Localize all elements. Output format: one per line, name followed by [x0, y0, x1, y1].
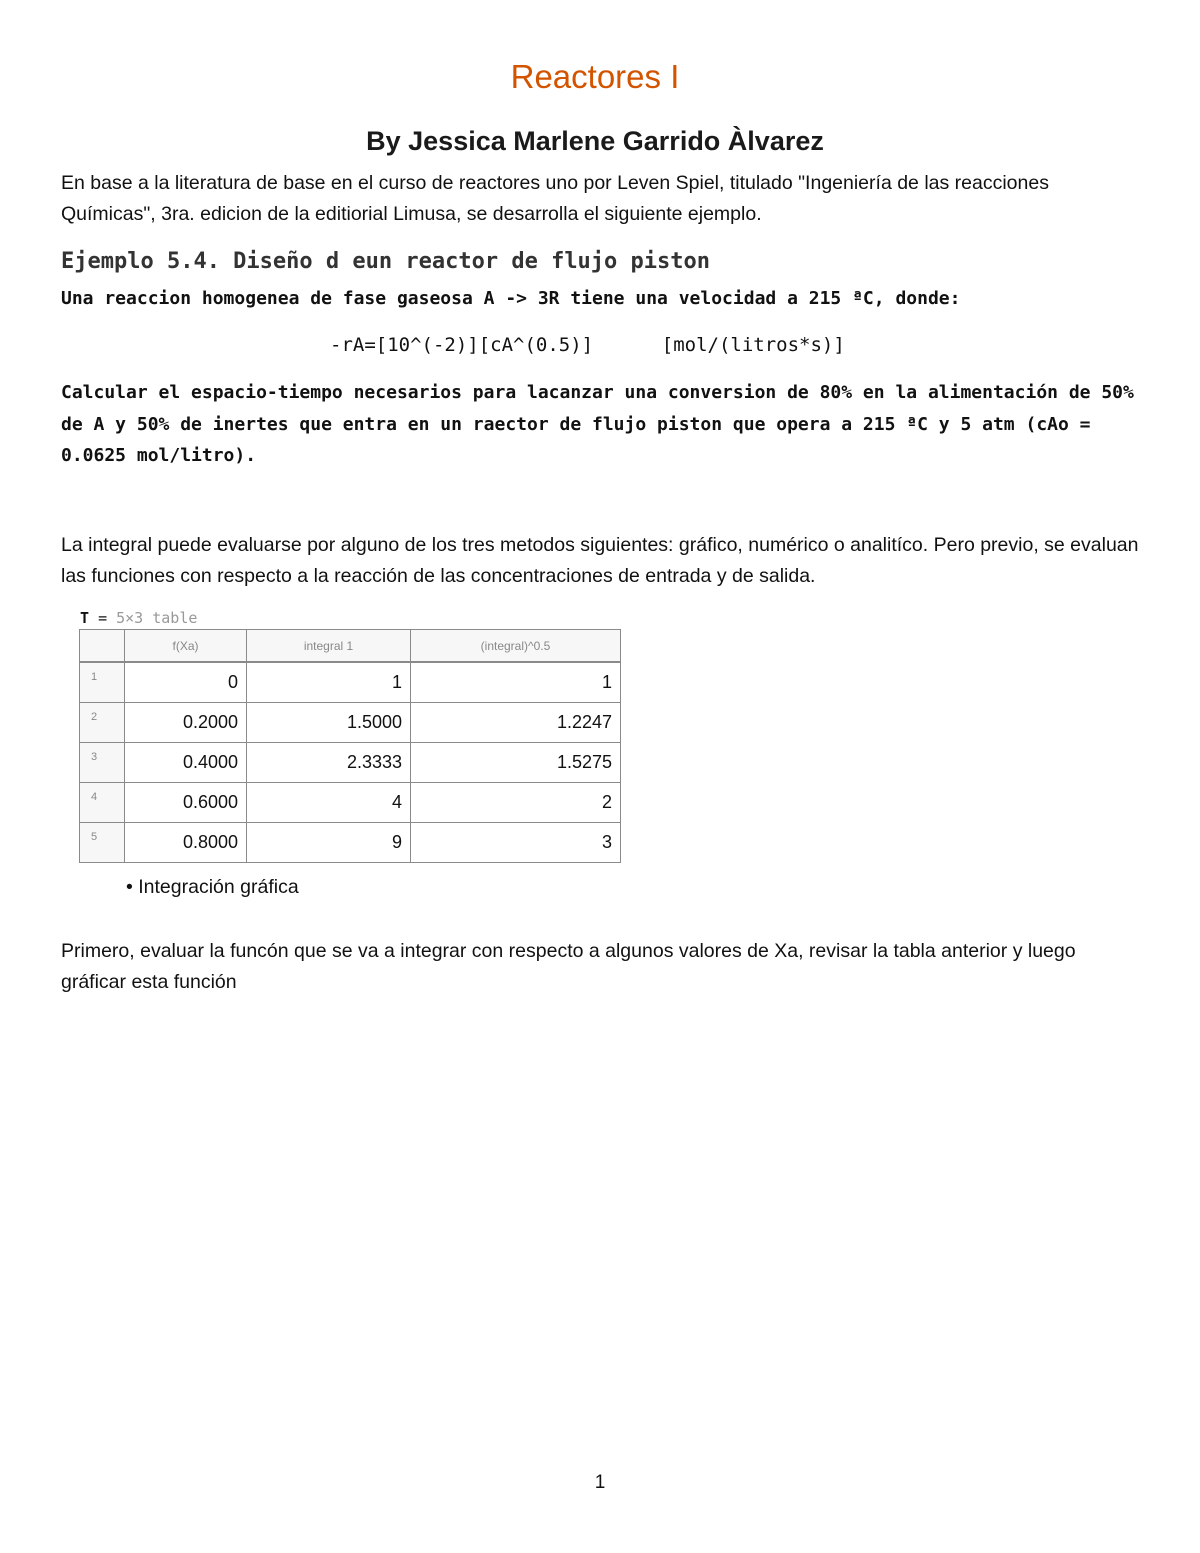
table-cell: 0.2000: [125, 703, 247, 743]
table-cell: 1: [247, 662, 411, 703]
results-table: [79, 629, 621, 863]
author-line: By Jessica Marlene Garrido Àlvarez: [366, 126, 824, 156]
integral-paragraph: La integral puede evaluarse por alguno de los tres metodos siguientes: gráfico, numérico o analitíco. Pero previo, se evaluan las funciones con respecto a la reacción de las concentraciones de entrada y de salida.: [61, 534, 1139, 587]
calc-statement: Calcular el espacio-tiempo necesarios para lacanzar una conversion de 80% en la alimentación de 50% de A y 50% de inertes que entra en un raector de flujo piston que opera a 215 ªC y 5 atm (cAo = 0.0625 mol/litro).: [61, 382, 1134, 466]
table-label: [80, 609, 197, 627]
table-row: [80, 783, 621, 823]
page-number: 1: [594, 1472, 606, 1493]
table-cell: 0.8000: [125, 823, 247, 863]
table-header-row: [80, 630, 621, 663]
table-cell: 2.3333: [247, 743, 411, 783]
rate-equation-line: [330, 334, 845, 356]
table-cell: 0.4000: [125, 743, 247, 783]
table-equals: =: [98, 609, 108, 627]
column-header: (integral)^0.5: [411, 630, 621, 663]
table-cell: 9: [247, 823, 411, 863]
example-heading: Ejemplo 5.4. Diseño d eun reactor de flujo piston: [61, 249, 711, 274]
rate-equation: -rA=[10^(-2)][cA^(0.5)]: [330, 334, 594, 356]
table-cell: 1.5000: [247, 703, 411, 743]
table-variable: T: [80, 609, 90, 627]
table-row: [80, 662, 621, 703]
table-cell: 1: [411, 662, 621, 703]
table-row: [80, 743, 621, 783]
row-index: 2: [80, 703, 125, 743]
document-title: Reactores I: [510, 58, 680, 95]
table-cell: 2: [411, 783, 621, 823]
row-index: 3: [80, 743, 125, 783]
table-cell: 1.2247: [411, 703, 621, 743]
table-cell: 4: [247, 783, 411, 823]
table-cell: 0: [125, 662, 247, 703]
column-header: integral 1: [247, 630, 411, 663]
column-header: f(Xa): [125, 630, 247, 663]
table-corner: [80, 630, 125, 663]
final-paragraph: Primero, evaluar la funcón que se va a integrar con respecto a algunos valores de Xa, revisar la tabla anterior y luego gráficar esta función: [61, 940, 1076, 993]
table-row: [80, 823, 621, 863]
table-row: [80, 703, 621, 743]
rate-units: [mol/(litros*s)]: [661, 334, 845, 356]
row-index: 1: [80, 662, 125, 703]
table-cell: 0.6000: [125, 783, 247, 823]
table-cell: 1.5275: [411, 743, 621, 783]
intro-paragraph: En base a la literatura de base en el curso de reactores uno por Leven Spiel, titulado "Ingeniería de las reacciones Químicas", 3ra. edicion de la editiorial Limusa, se desarrolla el siguiente ejemplo.: [61, 172, 1049, 225]
bullet-item: • Integración gráfica: [126, 876, 299, 898]
row-index: 4: [80, 783, 125, 823]
problem-statement: Una reaccion homogenea de fase gaseosa A -> 3R tiene una velocidad a 215 ªC, donde:: [61, 288, 961, 309]
row-index: 5: [80, 823, 125, 863]
table-cell: 3: [411, 823, 621, 863]
table-size: 5×3 table: [116, 609, 198, 627]
